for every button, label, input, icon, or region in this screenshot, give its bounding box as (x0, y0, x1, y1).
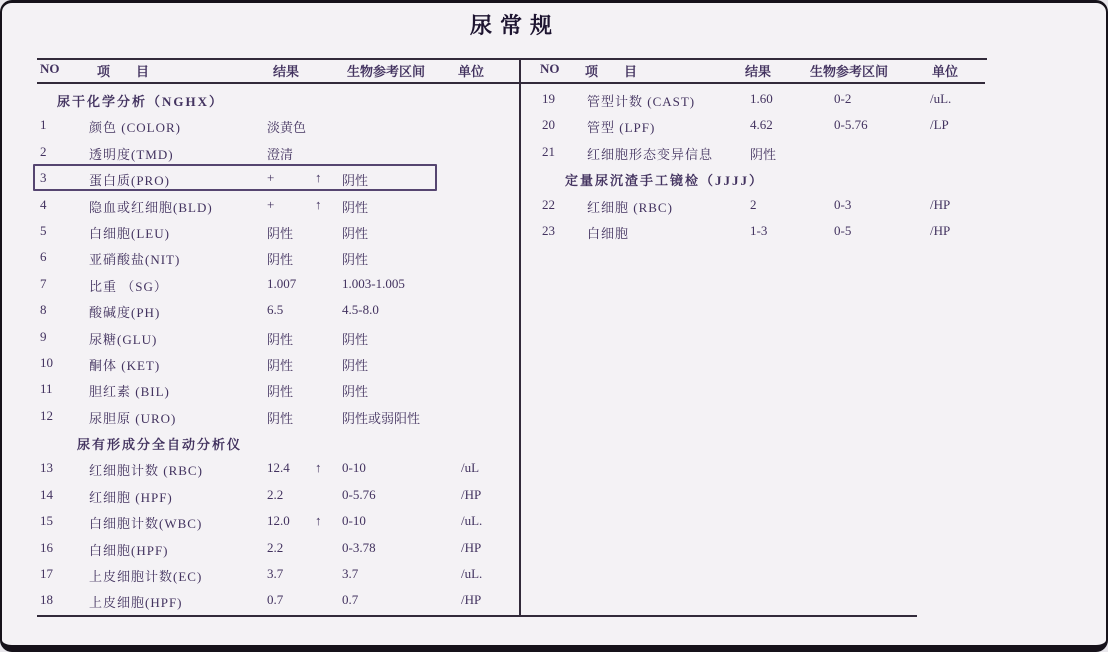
item-name: 白细胞计数(WBC) (89, 516, 203, 532)
table-row (37, 166, 517, 192)
result-value: 12.0 (267, 513, 290, 529)
table-top-rule (37, 58, 987, 60)
row-no: 4 (40, 196, 47, 212)
item-name: 红细胞计数 (RBC) (89, 463, 203, 479)
unit-label: /HP (461, 486, 482, 502)
table-row (37, 404, 517, 430)
item-name: 尿糖(GLU) (89, 331, 158, 347)
table-row (37, 509, 517, 535)
result-value: 澄清 (267, 146, 294, 162)
item-name: 尿胆原 (URO) (89, 410, 177, 426)
left-header-reference-range: 生物参考区间 (347, 64, 426, 79)
left-table-rows (37, 87, 517, 615)
reference-range: 3.7 (342, 566, 359, 582)
result-value: 2.2 (267, 539, 284, 555)
unit-label: /HP (461, 539, 482, 555)
unit-label: /LP (930, 117, 949, 133)
item-name: 酮体 (KET) (89, 357, 161, 373)
unit-label: /uL. (930, 91, 952, 106)
row-no: 8 (40, 302, 47, 318)
result-value: 阴性 (267, 410, 294, 426)
row-no: 9 (40, 328, 47, 344)
result-value: 3.7 (267, 566, 284, 582)
table-row (37, 377, 517, 403)
section-label: 定量尿沉渣手工镜检（JJJJ） (565, 173, 765, 189)
table-row (37, 351, 517, 377)
item-name: 白细胞 (587, 225, 630, 241)
result-value: + (267, 170, 275, 186)
item-name: 白细胞(HPF) (89, 542, 169, 558)
section-header-row (37, 430, 517, 456)
item-name: 管型 (LPF) (587, 120, 656, 136)
item-name: 上皮细胞(HPF) (89, 595, 183, 611)
row-no: 1 (40, 117, 47, 133)
abnormal-flag: ↑ (315, 170, 322, 186)
result-value: 阴性 (267, 357, 294, 373)
row-no: 14 (40, 486, 53, 502)
reference-range: 0-10 (342, 460, 366, 476)
table-row (37, 272, 517, 298)
table-row (532, 87, 1002, 113)
table-row (37, 483, 517, 509)
row-no: 19 (542, 91, 555, 106)
table-row (37, 140, 517, 166)
section-label: 尿干化学分析（NGHX） (57, 94, 225, 109)
result-value: 1.007 (267, 275, 297, 291)
left-header-result: 结果 (273, 64, 300, 79)
result-value: 12.4 (267, 460, 290, 476)
table-row (37, 456, 517, 482)
item-name: 亚硝酸盐(NIT) (89, 252, 181, 268)
reference-range: 0.7 (342, 592, 359, 608)
item-name: 比重 （SG） (89, 278, 168, 294)
unit-label: /HP (930, 222, 951, 238)
item-name: 红细胞 (RBC) (587, 199, 673, 215)
table-row (37, 298, 517, 324)
unit-label: /HP (461, 592, 482, 608)
row-no: 22 (542, 196, 555, 212)
left-header-item: 项 目 (97, 64, 150, 79)
row-no: 20 (542, 117, 555, 133)
row-no: 21 (542, 143, 555, 159)
reference-range: 4.5-8.0 (342, 302, 379, 318)
result-value: 淡黄色 (267, 120, 307, 136)
item-name: 酸碱度(PH) (89, 305, 161, 321)
table-row (532, 193, 1002, 219)
abnormal-flag: ↑ (315, 196, 322, 212)
right-header-no: NO (540, 61, 560, 76)
reference-range: 阴性 (342, 173, 369, 189)
item-name: 透明度(TMD) (89, 146, 174, 162)
result-value: + (267, 196, 275, 212)
left-header-unit: 单位 (458, 64, 485, 79)
item-name: 颜色 (COLOR) (89, 120, 181, 136)
result-value: 2 (750, 196, 757, 212)
reference-range: 阴性 (342, 252, 369, 268)
table-row (532, 219, 1002, 245)
section-label: 尿有形成分全自动分析仪 (77, 437, 243, 453)
row-no: 17 (40, 566, 53, 582)
row-no: 18 (40, 592, 53, 608)
unit-label: /uL (461, 460, 480, 476)
reference-range: 0-5.76 (342, 486, 376, 502)
result-value: 阴性 (267, 252, 294, 268)
row-no: 16 (40, 539, 53, 555)
row-no: 15 (40, 513, 53, 529)
right-header-unit: 单位 (932, 64, 959, 79)
unit-label: /uL. (461, 513, 483, 529)
table-row (37, 219, 517, 245)
table-row (37, 245, 517, 271)
left-header-no: NO (40, 61, 60, 76)
reference-range: 阴性 (342, 357, 369, 373)
row-no: 10 (40, 354, 53, 370)
reference-range: 0-10 (342, 513, 366, 529)
abnormal-flag: ↑ (315, 460, 322, 476)
reference-range: 0-5.76 (834, 117, 868, 133)
row-no: 23 (542, 222, 555, 238)
reference-range: 0-3.78 (342, 539, 376, 555)
result-value: 1-3 (750, 222, 768, 238)
section-header-row (37, 87, 517, 113)
table-row (37, 562, 517, 588)
item-name: 白细胞(LEU) (89, 225, 170, 241)
reference-range: 阴性 (342, 199, 369, 215)
reference-range: 0-2 (834, 91, 852, 106)
right-header-reference-range: 生物参考区间 (810, 64, 889, 79)
row-no: 6 (40, 249, 47, 265)
table-row (37, 536, 517, 562)
right-header-result: 结果 (745, 64, 772, 79)
table-row (37, 113, 517, 139)
column-divider (519, 58, 521, 617)
result-value: 阴性 (267, 331, 294, 347)
right-table-rows (532, 87, 1002, 245)
table-row (532, 113, 1002, 139)
result-value: 0.7 (267, 592, 284, 608)
row-no: 11 (40, 381, 53, 397)
item-name: 红细胞形态变异信息 (587, 146, 714, 162)
item-name: 上皮细胞计数(EC) (89, 569, 203, 585)
reference-range: 0-5 (834, 222, 852, 238)
row-no: 12 (40, 407, 53, 423)
item-name: 蛋白质(PRO) (89, 173, 170, 189)
result-value: 1.60 (750, 91, 773, 106)
result-value: 4.62 (750, 117, 773, 133)
reference-range: 阴性或弱阳性 (342, 410, 421, 426)
page-title: 尿常规 (470, 13, 561, 38)
table-bottom-rule (37, 615, 917, 617)
row-no: 3 (40, 170, 47, 186)
reference-range: 1.003-1.005 (342, 275, 405, 291)
table-row (37, 325, 517, 351)
reference-range: 阴性 (342, 384, 369, 400)
reference-range: 0-3 (834, 196, 852, 212)
result-value: 6.5 (267, 302, 284, 318)
section-header-row (532, 166, 1002, 192)
table-row (37, 588, 517, 614)
reference-range: 阴性 (342, 225, 369, 241)
result-value: 阴性 (267, 225, 294, 241)
table-row (532, 140, 1002, 166)
table-row (37, 193, 517, 219)
item-name: 隐血或红细胞(BLD) (89, 199, 213, 215)
result-value: 阴性 (267, 384, 294, 400)
result-value: 阴性 (750, 146, 777, 162)
unit-label: /HP (930, 196, 951, 212)
row-no: 13 (40, 460, 53, 476)
row-no: 7 (40, 275, 47, 291)
item-name: 胆红素 (BIL) (89, 384, 170, 400)
row-no: 2 (40, 143, 47, 159)
item-name: 管型计数 (CAST) (587, 94, 696, 109)
reference-range: 阴性 (342, 331, 369, 347)
abnormal-flag: ↑ (315, 513, 322, 529)
item-name: 红细胞 (HPF) (89, 489, 173, 505)
result-value: 2.2 (267, 486, 284, 502)
row-no: 5 (40, 222, 47, 238)
unit-label: /uL. (461, 566, 483, 582)
right-header-item: 项 目 (585, 64, 638, 79)
header-bottom-rule (37, 82, 985, 84)
